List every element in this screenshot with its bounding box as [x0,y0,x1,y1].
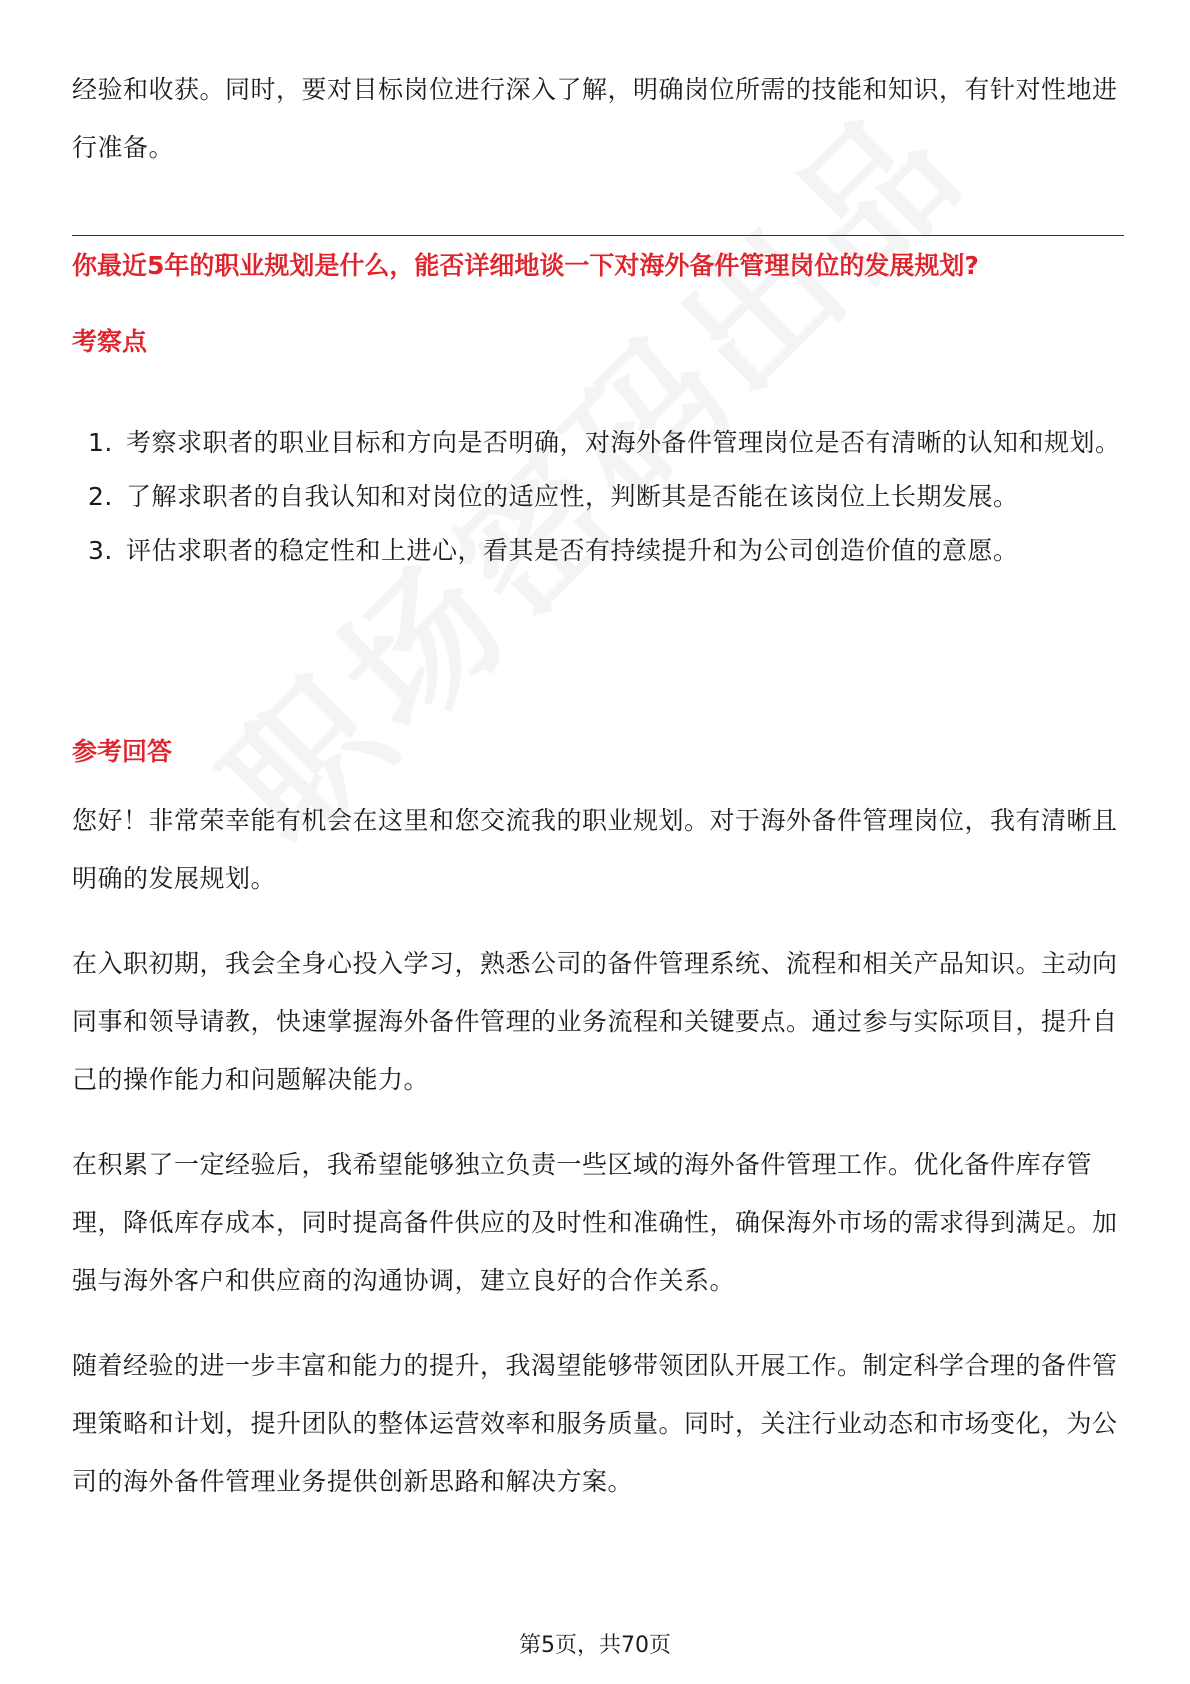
list-item-text: 评估求职者的稳定性和上进心，看其是否有持续提升和为公司创造价值的意愿。 [126,536,1019,565]
list-item [72,414,1122,471]
answer-paragraph: 在积累了一定经验后，我希望能够独立负责一些区域的海外备件管理工作。优化备件库存管理，降低库存成本，同时提高备件供应的及时性和准确性，确保海外市场的需求得到满足。加强与海外客户和供应商的沟通协调，建立良好的合作关系。 [72,1150,1118,1295]
list-number: 1. [88,428,113,457]
answer-paragraph: 在入职初期，我会全身心投入学习，熟悉公司的备件管理系统、流程和相关产品知识。主动向同事和领导请教，快速掌握海外备件管理的业务流程和关键要点。通过参与实际项目，提升自己的操作能力和问题解决能力。 [72,949,1118,1094]
list-item-text: 了解求职者的自我认知和对岗位的适应性，判断其是否能在该岗位上长期发展。 [126,482,1019,511]
answer-paragraph: 您好！非常荣幸能有机会在这里和您交流我的职业规划。对于海外备件管理岗位，我有清晰且明确的发展规划。 [72,806,1118,893]
answer-heading: 参考回答 [72,737,173,766]
assessment-list [72,414,1122,579]
assessment-heading: 考察点 [72,327,148,356]
section-divider [72,235,1124,236]
list-item-text: 考察求职者的职业目标和方向是否明确，对海外备件管理岗位是否有清晰的认知和规划。 [126,428,1121,457]
list-number: 2. [88,482,113,511]
question-heading: 你最近5年的职业规划是什么，能否详细地谈一下对海外备件管理岗位的发展规划? [72,251,979,280]
list-number: 3. [88,536,113,565]
list-item [72,522,1122,579]
page-number: 第5页，共70页 [519,1633,671,1658]
answer-paragraph: 随着经验的进一步丰富和能力的提升，我渴望能够带领团队开展工作。制定科学合理的备件管理策略和计划，提升团队的整体运营效率和服务质量。同时，关注行业动态和市场变化，为公司的海外备件管理业务提供创新思路和解决方案。 [72,1351,1118,1496]
intro-paragraph: 经验和收获。同时，要对目标岗位进行深入了解，明确岗位所需的技能和知识，有针对性地进行准备。 [72,75,1118,162]
list-item [72,468,1122,525]
